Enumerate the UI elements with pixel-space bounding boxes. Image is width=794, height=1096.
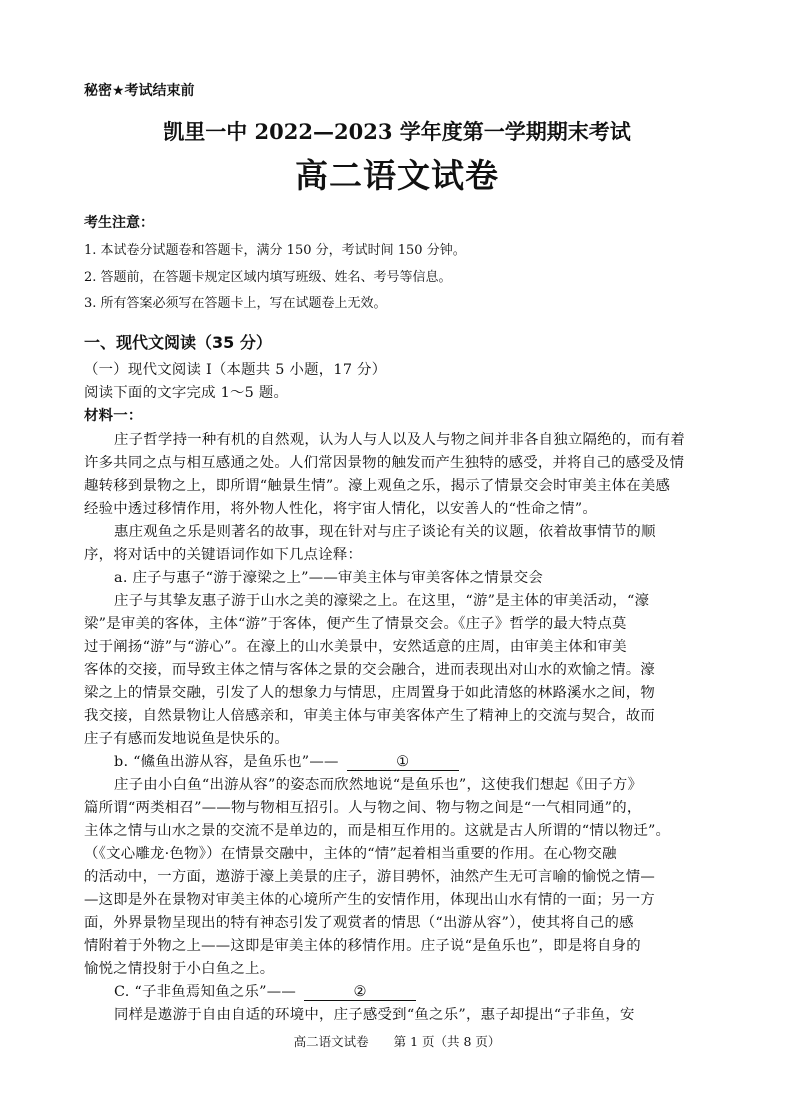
point-a-heading: a. 庄子与惠子“游于濠梁之上”——审美主体与审美客体之情景交会 <box>114 570 543 586</box>
body-line: 同样是遨游于自由自适的环境中，庄子感受到“鱼之乐”，惠子却提出“子非鱼，安 <box>114 1007 635 1023</box>
body-line: 趣转移到景物之上，即所谓“触景生情”。濠上观鱼之乐，揭示了情景交会时审美主体在美感 <box>84 478 671 494</box>
notice-item: 3. 所有答案必须写在答题卡上，写在试题卷上无效。 <box>84 296 387 311</box>
body-line: 序，将对话中的关键语词作如下几点诠释： <box>84 547 363 563</box>
point-b-heading <box>114 750 459 771</box>
confidential-label: 秘密★考试结束前 <box>84 83 195 99</box>
body-line: 梁”是审美的客体，主体“游”于客体，便产生了情景交会。《庄子》哲学的最大特点莫 <box>84 616 627 632</box>
exam-title: 凯里一中 2022—2023 学年度第一学期期末考试 <box>163 119 631 144</box>
body-line: 过于阐扬“游”与“游心”。在濠上的山水美景中，安然适意的庄周，由审美主体和审美 <box>84 639 627 655</box>
section-heading: 一、现代文阅读（35 分） <box>84 333 272 352</box>
page-footer: 高二语文试卷 第 1 页（共 8 页） <box>293 1034 501 1049</box>
body-line: 我交接，自然景物让人倍感亲和，审美主体与审美客体产生了精神上的交流与契合，故而 <box>84 708 655 724</box>
body-line: 庄子由小白鱼“出游从容”的姿态而欣然地说“是鱼乐也”，这使我们想起《田子方》 <box>114 777 643 793</box>
answer-blank-2[interactable]: ② <box>304 984 416 1001</box>
notice-item: 2. 答题前，在答题卡规定区域内填写班级、姓名、考号等信息。 <box>84 270 452 285</box>
body-line: 愉悦之情投射于小白鱼之上。 <box>84 961 275 977</box>
body-line: 庄子有感而发地说鱼是快乐的。 <box>84 731 289 747</box>
material-label: 材料一： <box>84 408 143 424</box>
body-line: 篇所谓“两类相召”——物与物相互招引。人与物之间、物与物之间是“一气相同通”的， <box>84 800 642 816</box>
answer-blank-1[interactable]: ① <box>347 754 459 771</box>
body-line: 庄子与其挚友惠子游于山水之美的濠梁之上。在这里，“游”是主体的审美活动，“濠 <box>114 593 650 609</box>
body-line: 的活动中，一方面，遨游于濠上美景的庄子，游目骋怀，油然产生无可言喻的愉悦之情— <box>84 869 655 885</box>
point-c-text: C. “子非鱼焉知鱼之乐”—— <box>114 984 297 1000</box>
paper-title: 高二语文试卷 <box>295 156 499 195</box>
point-c-heading <box>114 980 416 1001</box>
body-line: 庄子哲学持一种有机的自然观，认为人与人以及人与物之间并非各自独立隔绝的，而有着 <box>114 432 685 448</box>
body-line: 主体之情与山水之景的交流不是单边的，而是相互作用的。这就是古人所谓的“情以物迁”。 <box>84 823 671 839</box>
body-line: 许多共同之点与相互感通之处。人们常因景物的触发而产生独特的感受，并将自己的感受及情 <box>84 455 685 471</box>
instruction-text: 阅读下面的文字完成 1～5 题。 <box>84 385 289 401</box>
body-line: 客体的交接，而导致主体之情与客体之景的交会融合，进而表现出对山水的欢愉之情。濠 <box>84 662 655 678</box>
body-line: 经验中透过移情作用，将外物人性化，将宇宙人情化，以安善人的“性命之情”。 <box>84 501 597 517</box>
body-line: 惠庄观鱼之乐是则著名的故事，现在针对与庄子谈论有关的议题，依着故事情节的顺 <box>114 524 656 540</box>
notice-item: 1. 本试卷分试题卷和答题卡，满分 150 分，考试时间 150 分钟。 <box>84 243 466 258</box>
subsection-heading: （一）现代文阅读 I（本题共 5 小题，17 分） <box>84 362 387 378</box>
notice-heading: 考生注意： <box>84 215 154 231</box>
body-line: 情附着于外物之上——这即是审美主体的移情作用。庄子说“是鱼乐也”，即是将自身的 <box>84 938 641 954</box>
body-line: 面，外界景物呈现出的特有神态引发了观赏者的情思（“出游从容”），使其将自己的感 <box>84 915 634 931</box>
body-line: （《文心雕龙·色物》）在情景交融中，主体的“情”起着相当重要的作用。在心物交融 <box>84 846 617 862</box>
body-line: —这即是外在景物对审美主体的心境所产生的安情作用，体现出山水有情的一面；另一方 <box>84 892 655 908</box>
point-b-text: b. “鯈鱼出游从容，是鱼乐也”—— <box>114 754 339 770</box>
body-line: 梁之上的情景交融，引发了人的想象力与情思，庄周置身于如此清悠的林路溪水之间，物 <box>84 685 655 701</box>
